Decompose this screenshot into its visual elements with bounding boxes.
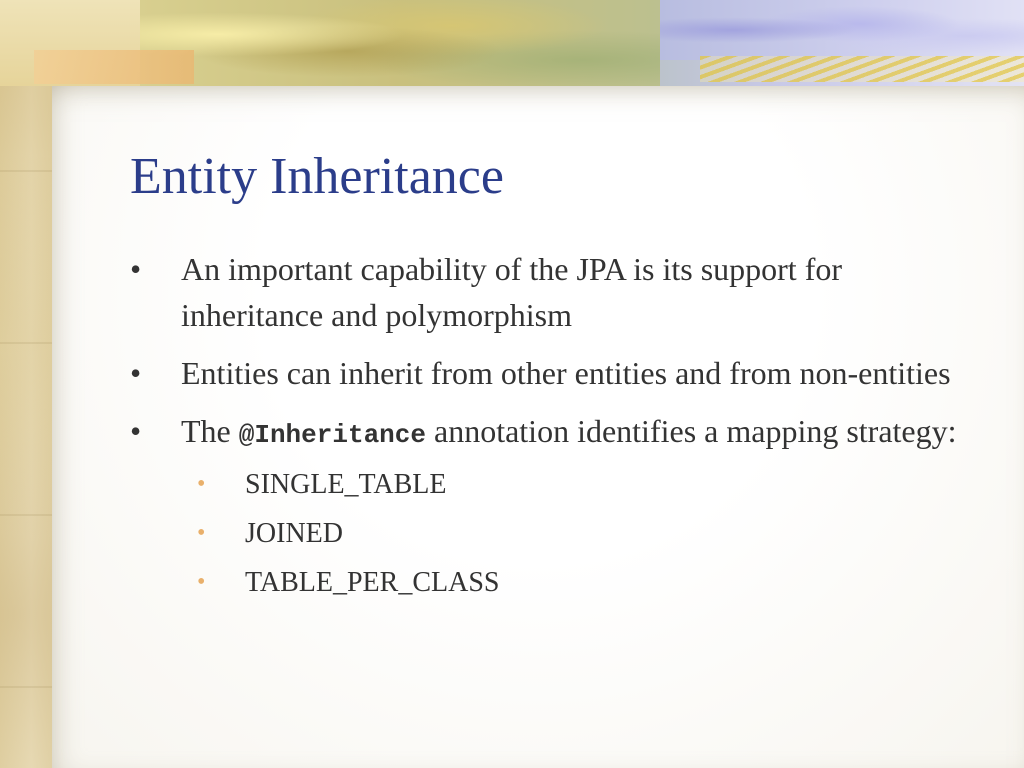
parchment-border <box>0 0 52 768</box>
bullet-marker: • <box>130 355 142 391</box>
sub-bullet-item <box>181 509 970 558</box>
bullet-text-before: The <box>181 413 239 449</box>
sub-bullet-marker: • <box>197 520 206 546</box>
slide-title: Entity Inheritance <box>130 148 504 205</box>
banner-gold-streak <box>700 56 1024 82</box>
sub-bullet-item <box>181 558 970 607</box>
sub-bullet-marker: • <box>197 569 206 595</box>
sub-bullet-text: SINGLE_TABLE <box>245 469 447 500</box>
sub-bullet-list <box>181 460 970 607</box>
sub-bullet-text: JOINED <box>245 518 343 549</box>
bullet-text: An important capability of the JPA is its support for inheritance and polymorphism <box>181 251 842 333</box>
bullet-text-after: annotation identifies a mapping strategy: <box>425 413 957 449</box>
bullet-list <box>130 246 970 619</box>
banner-leaves-section <box>140 0 660 86</box>
banner-orange-band <box>34 50 194 84</box>
bullet-item <box>130 246 970 338</box>
bullet-marker: • <box>130 413 142 449</box>
header-banner-image <box>0 0 1024 86</box>
sub-bullet-text: TABLE_PER_CLASS <box>245 567 500 598</box>
inheritance-annotation-code: @Inheritance <box>238 420 426 450</box>
banner-blue-section <box>660 0 1024 60</box>
bullet-marker: • <box>130 251 142 287</box>
sub-bullet-item <box>181 460 970 509</box>
bullet-item <box>130 408 970 607</box>
bullet-item <box>130 350 970 396</box>
sub-bullet-marker: • <box>197 471 206 497</box>
bullet-text: Entities can inherit from other entities and from non-entities <box>181 355 951 391</box>
